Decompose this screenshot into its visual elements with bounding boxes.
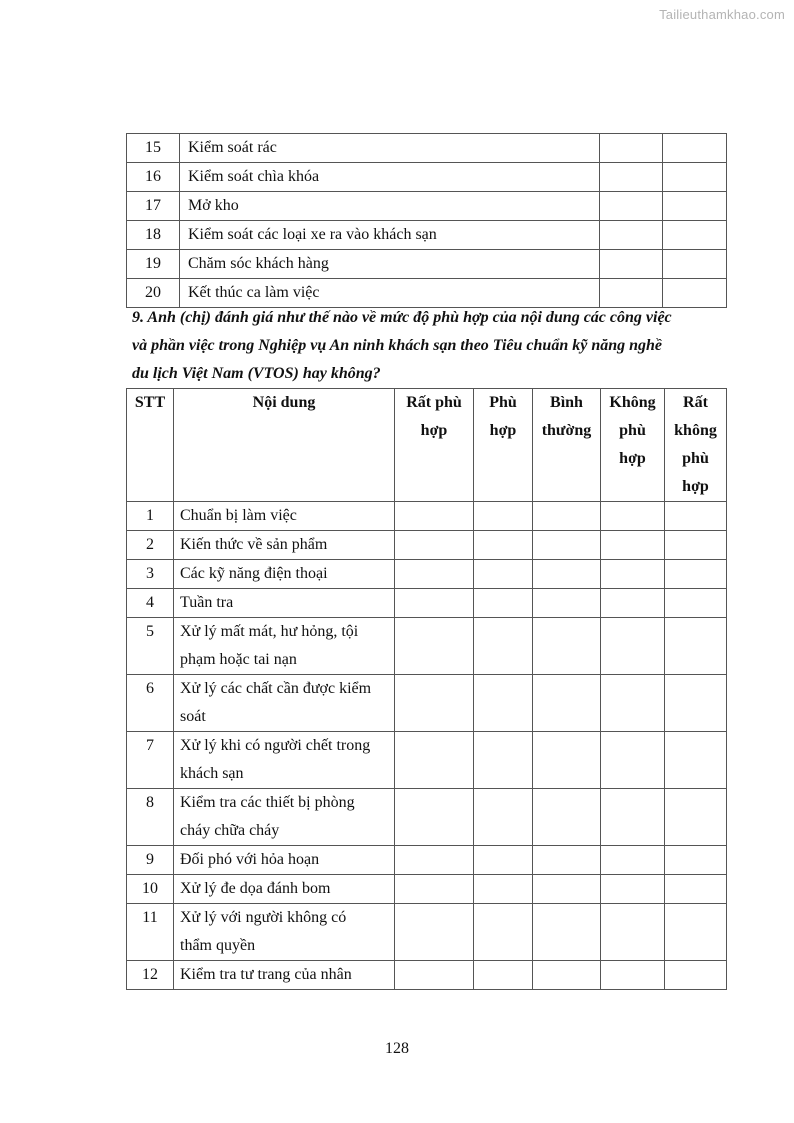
rating-cell[interactable] bbox=[601, 961, 665, 990]
content-line: soát bbox=[180, 708, 206, 725]
rating-cell[interactable] bbox=[601, 618, 665, 675]
row-content: Mở kho bbox=[180, 192, 600, 221]
row-content bbox=[174, 589, 395, 618]
rating-cell[interactable] bbox=[601, 560, 665, 589]
rating-cell[interactable] bbox=[395, 560, 474, 589]
content-line: Đối phó với hỏa hoạn bbox=[180, 851, 320, 868]
content-line: khách sạn bbox=[180, 765, 244, 782]
rating-cell[interactable] bbox=[533, 846, 601, 875]
rating-cell[interactable] bbox=[474, 875, 533, 904]
watermark: Tailieuthamkhao.com bbox=[659, 7, 785, 22]
row-stt: 4 bbox=[127, 589, 174, 618]
content-line: Xử lý với người không có bbox=[180, 909, 347, 926]
rating-cell[interactable] bbox=[600, 192, 663, 221]
table-row bbox=[127, 675, 727, 732]
table-row bbox=[127, 589, 727, 618]
rating-cell[interactable] bbox=[474, 531, 533, 560]
rating-cell[interactable] bbox=[395, 675, 474, 732]
rating-cell[interactable] bbox=[474, 618, 533, 675]
row-stt: 6 bbox=[127, 675, 174, 732]
rating-cell[interactable] bbox=[533, 904, 601, 961]
rating-cell[interactable] bbox=[474, 904, 533, 961]
rating-cell[interactable] bbox=[663, 250, 727, 279]
content-line: Xử lý các chất cần được kiểm bbox=[180, 680, 372, 697]
rating-cell[interactable] bbox=[600, 250, 663, 279]
rating-cell[interactable] bbox=[533, 789, 601, 846]
rating-cell[interactable] bbox=[601, 875, 665, 904]
row-content bbox=[174, 904, 395, 961]
row-stt: 1 bbox=[127, 502, 174, 531]
table-row bbox=[127, 134, 727, 163]
rating-cell[interactable] bbox=[533, 618, 601, 675]
row-content: Chăm sóc khách hàng bbox=[180, 250, 600, 279]
table-row bbox=[127, 560, 727, 589]
row-content bbox=[174, 531, 395, 560]
header-not-suitable: Không phù hợp bbox=[601, 389, 665, 502]
rating-cell[interactable] bbox=[665, 732, 727, 789]
rating-cell[interactable] bbox=[665, 789, 727, 846]
table-row bbox=[127, 732, 727, 789]
content-line: Chuẩn bị làm việc bbox=[180, 507, 297, 524]
content-line: phạm hoặc tai nạn bbox=[180, 651, 297, 668]
row-stt: 19 bbox=[127, 250, 180, 279]
question-9 bbox=[132, 304, 728, 388]
row-content bbox=[174, 618, 395, 675]
row-stt: 12 bbox=[127, 961, 174, 990]
rating-cell[interactable] bbox=[601, 502, 665, 531]
rating-cell[interactable] bbox=[533, 560, 601, 589]
row-content bbox=[174, 875, 395, 904]
rating-cell[interactable] bbox=[533, 589, 601, 618]
header-stt: STT bbox=[127, 389, 174, 502]
row-content bbox=[174, 961, 395, 990]
rating-cell[interactable] bbox=[665, 675, 727, 732]
rating-cell[interactable] bbox=[395, 618, 474, 675]
rating-cell[interactable] bbox=[665, 618, 727, 675]
rating-cell[interactable] bbox=[601, 531, 665, 560]
rating-cell[interactable] bbox=[533, 531, 601, 560]
rating-cell[interactable] bbox=[395, 789, 474, 846]
rating-cell[interactable] bbox=[395, 846, 474, 875]
row-content bbox=[174, 560, 395, 589]
row-content bbox=[174, 675, 395, 732]
table-row bbox=[127, 221, 727, 250]
question-line: và phần việc trong Nghiệp vụ An ninh khách sạn theo Tiêu chuẩn kỹ năng nghề bbox=[132, 337, 663, 354]
rating-cell[interactable] bbox=[665, 961, 727, 990]
rating-cell[interactable] bbox=[665, 904, 727, 961]
rating-cell[interactable] bbox=[601, 846, 665, 875]
rating-cell[interactable] bbox=[600, 221, 663, 250]
row-content bbox=[174, 502, 395, 531]
row-stt: 20 bbox=[127, 279, 180, 308]
row-stt: 2 bbox=[127, 531, 174, 560]
rating-cell[interactable] bbox=[665, 531, 727, 560]
table-row bbox=[127, 502, 727, 531]
content-line: thẩm quyền bbox=[180, 937, 256, 954]
row-stt: 16 bbox=[127, 163, 180, 192]
row-stt: 7 bbox=[127, 732, 174, 789]
rating-cell[interactable] bbox=[395, 531, 474, 560]
rating-cell[interactable] bbox=[474, 560, 533, 589]
row-stt: 9 bbox=[127, 846, 174, 875]
rating-cell[interactable] bbox=[474, 675, 533, 732]
content-line: Xử lý khi có người chết trong bbox=[180, 737, 371, 754]
question-line: du lịch Việt Nam (VTOS) hay không? bbox=[132, 365, 381, 382]
table-row bbox=[127, 163, 727, 192]
table-row bbox=[127, 846, 727, 875]
content-line: Các kỹ năng điện thoại bbox=[180, 565, 328, 582]
row-content bbox=[174, 789, 395, 846]
row-content: Kết thúc ca làm việc bbox=[180, 279, 600, 308]
rating-cell[interactable] bbox=[474, 961, 533, 990]
row-content bbox=[174, 732, 395, 789]
header-very-suitable: Rất phù hợp bbox=[395, 389, 474, 502]
rating-cell[interactable] bbox=[665, 875, 727, 904]
rating-cell[interactable] bbox=[395, 732, 474, 789]
rating-cell[interactable] bbox=[474, 502, 533, 531]
rating-cell[interactable] bbox=[600, 163, 663, 192]
rating-cell[interactable] bbox=[601, 732, 665, 789]
rating-cell[interactable] bbox=[601, 904, 665, 961]
rating-cell[interactable] bbox=[474, 589, 533, 618]
table-row bbox=[127, 961, 727, 990]
content-line: Xử lý mất mát, hư hỏng, tội bbox=[180, 623, 359, 640]
rating-cell[interactable] bbox=[601, 675, 665, 732]
row-content: Kiểm soát chìa khóa bbox=[180, 163, 600, 192]
row-content bbox=[174, 846, 395, 875]
rating-cell[interactable] bbox=[663, 163, 727, 192]
rating-cell[interactable] bbox=[665, 846, 727, 875]
rating-cell[interactable] bbox=[665, 502, 727, 531]
suitability-rating-table bbox=[126, 388, 727, 990]
table-row bbox=[127, 531, 727, 560]
rating-cell[interactable] bbox=[600, 134, 663, 163]
rating-cell[interactable] bbox=[474, 846, 533, 875]
rating-cell[interactable] bbox=[474, 789, 533, 846]
header-suitable: Phù hợp bbox=[474, 389, 533, 502]
table-row bbox=[127, 789, 727, 846]
rating-cell[interactable] bbox=[395, 589, 474, 618]
table-row bbox=[127, 192, 727, 221]
content-line: Tuần tra bbox=[180, 594, 234, 611]
content-line: cháy chữa cháy bbox=[180, 822, 280, 839]
row-stt: 17 bbox=[127, 192, 180, 221]
row-content: Kiểm soát rác bbox=[180, 134, 600, 163]
rating-cell[interactable] bbox=[395, 875, 474, 904]
row-stt: 5 bbox=[127, 618, 174, 675]
row-stt: 8 bbox=[127, 789, 174, 846]
task-list-table-continued bbox=[126, 133, 727, 308]
header-normal: Bình thường bbox=[533, 389, 601, 502]
row-stt: 15 bbox=[127, 134, 180, 163]
content-line: Kiến thức về sản phẩm bbox=[180, 536, 328, 553]
table-row bbox=[127, 250, 727, 279]
rating-cell[interactable] bbox=[663, 134, 727, 163]
header-content: Nội dung bbox=[174, 389, 395, 502]
rating-cell[interactable] bbox=[601, 789, 665, 846]
rating-cell[interactable] bbox=[533, 732, 601, 789]
rating-cell[interactable] bbox=[395, 904, 474, 961]
table-row bbox=[127, 875, 727, 904]
content-line: Kiểm tra các thiết bị phòng bbox=[180, 794, 355, 811]
rating-cell[interactable] bbox=[601, 589, 665, 618]
rating-cell[interactable] bbox=[663, 192, 727, 221]
question-line: 9. Anh (chị) đánh giá như thế nào về mức độ phù hợp của nội dung các công việc bbox=[132, 309, 672, 326]
row-stt: 3 bbox=[127, 560, 174, 589]
content-line: Kiểm tra tư trang của nhân bbox=[180, 966, 352, 983]
header-very-not-suitable: Rất không phù hợp bbox=[665, 389, 727, 502]
rating-cell[interactable] bbox=[395, 961, 474, 990]
rating-cell[interactable] bbox=[474, 732, 533, 789]
rating-cell[interactable] bbox=[663, 221, 727, 250]
rating-cell[interactable] bbox=[533, 675, 601, 732]
table-row bbox=[127, 618, 727, 675]
page-number: 128 bbox=[385, 1040, 409, 1057]
row-stt: 11 bbox=[127, 904, 174, 961]
rating-cell[interactable] bbox=[395, 502, 474, 531]
rating-cell[interactable] bbox=[533, 961, 601, 990]
table-row bbox=[127, 904, 727, 961]
row-content: Kiểm soát các loại xe ra vào khách sạn bbox=[180, 221, 600, 250]
row-stt: 10 bbox=[127, 875, 174, 904]
rating-cell[interactable] bbox=[533, 502, 601, 531]
rating-cell[interactable] bbox=[533, 875, 601, 904]
rating-cell[interactable] bbox=[665, 560, 727, 589]
rating-cell[interactable] bbox=[665, 589, 727, 618]
row-stt: 18 bbox=[127, 221, 180, 250]
content-line: Xử lý đe dọa đánh bom bbox=[180, 880, 331, 897]
